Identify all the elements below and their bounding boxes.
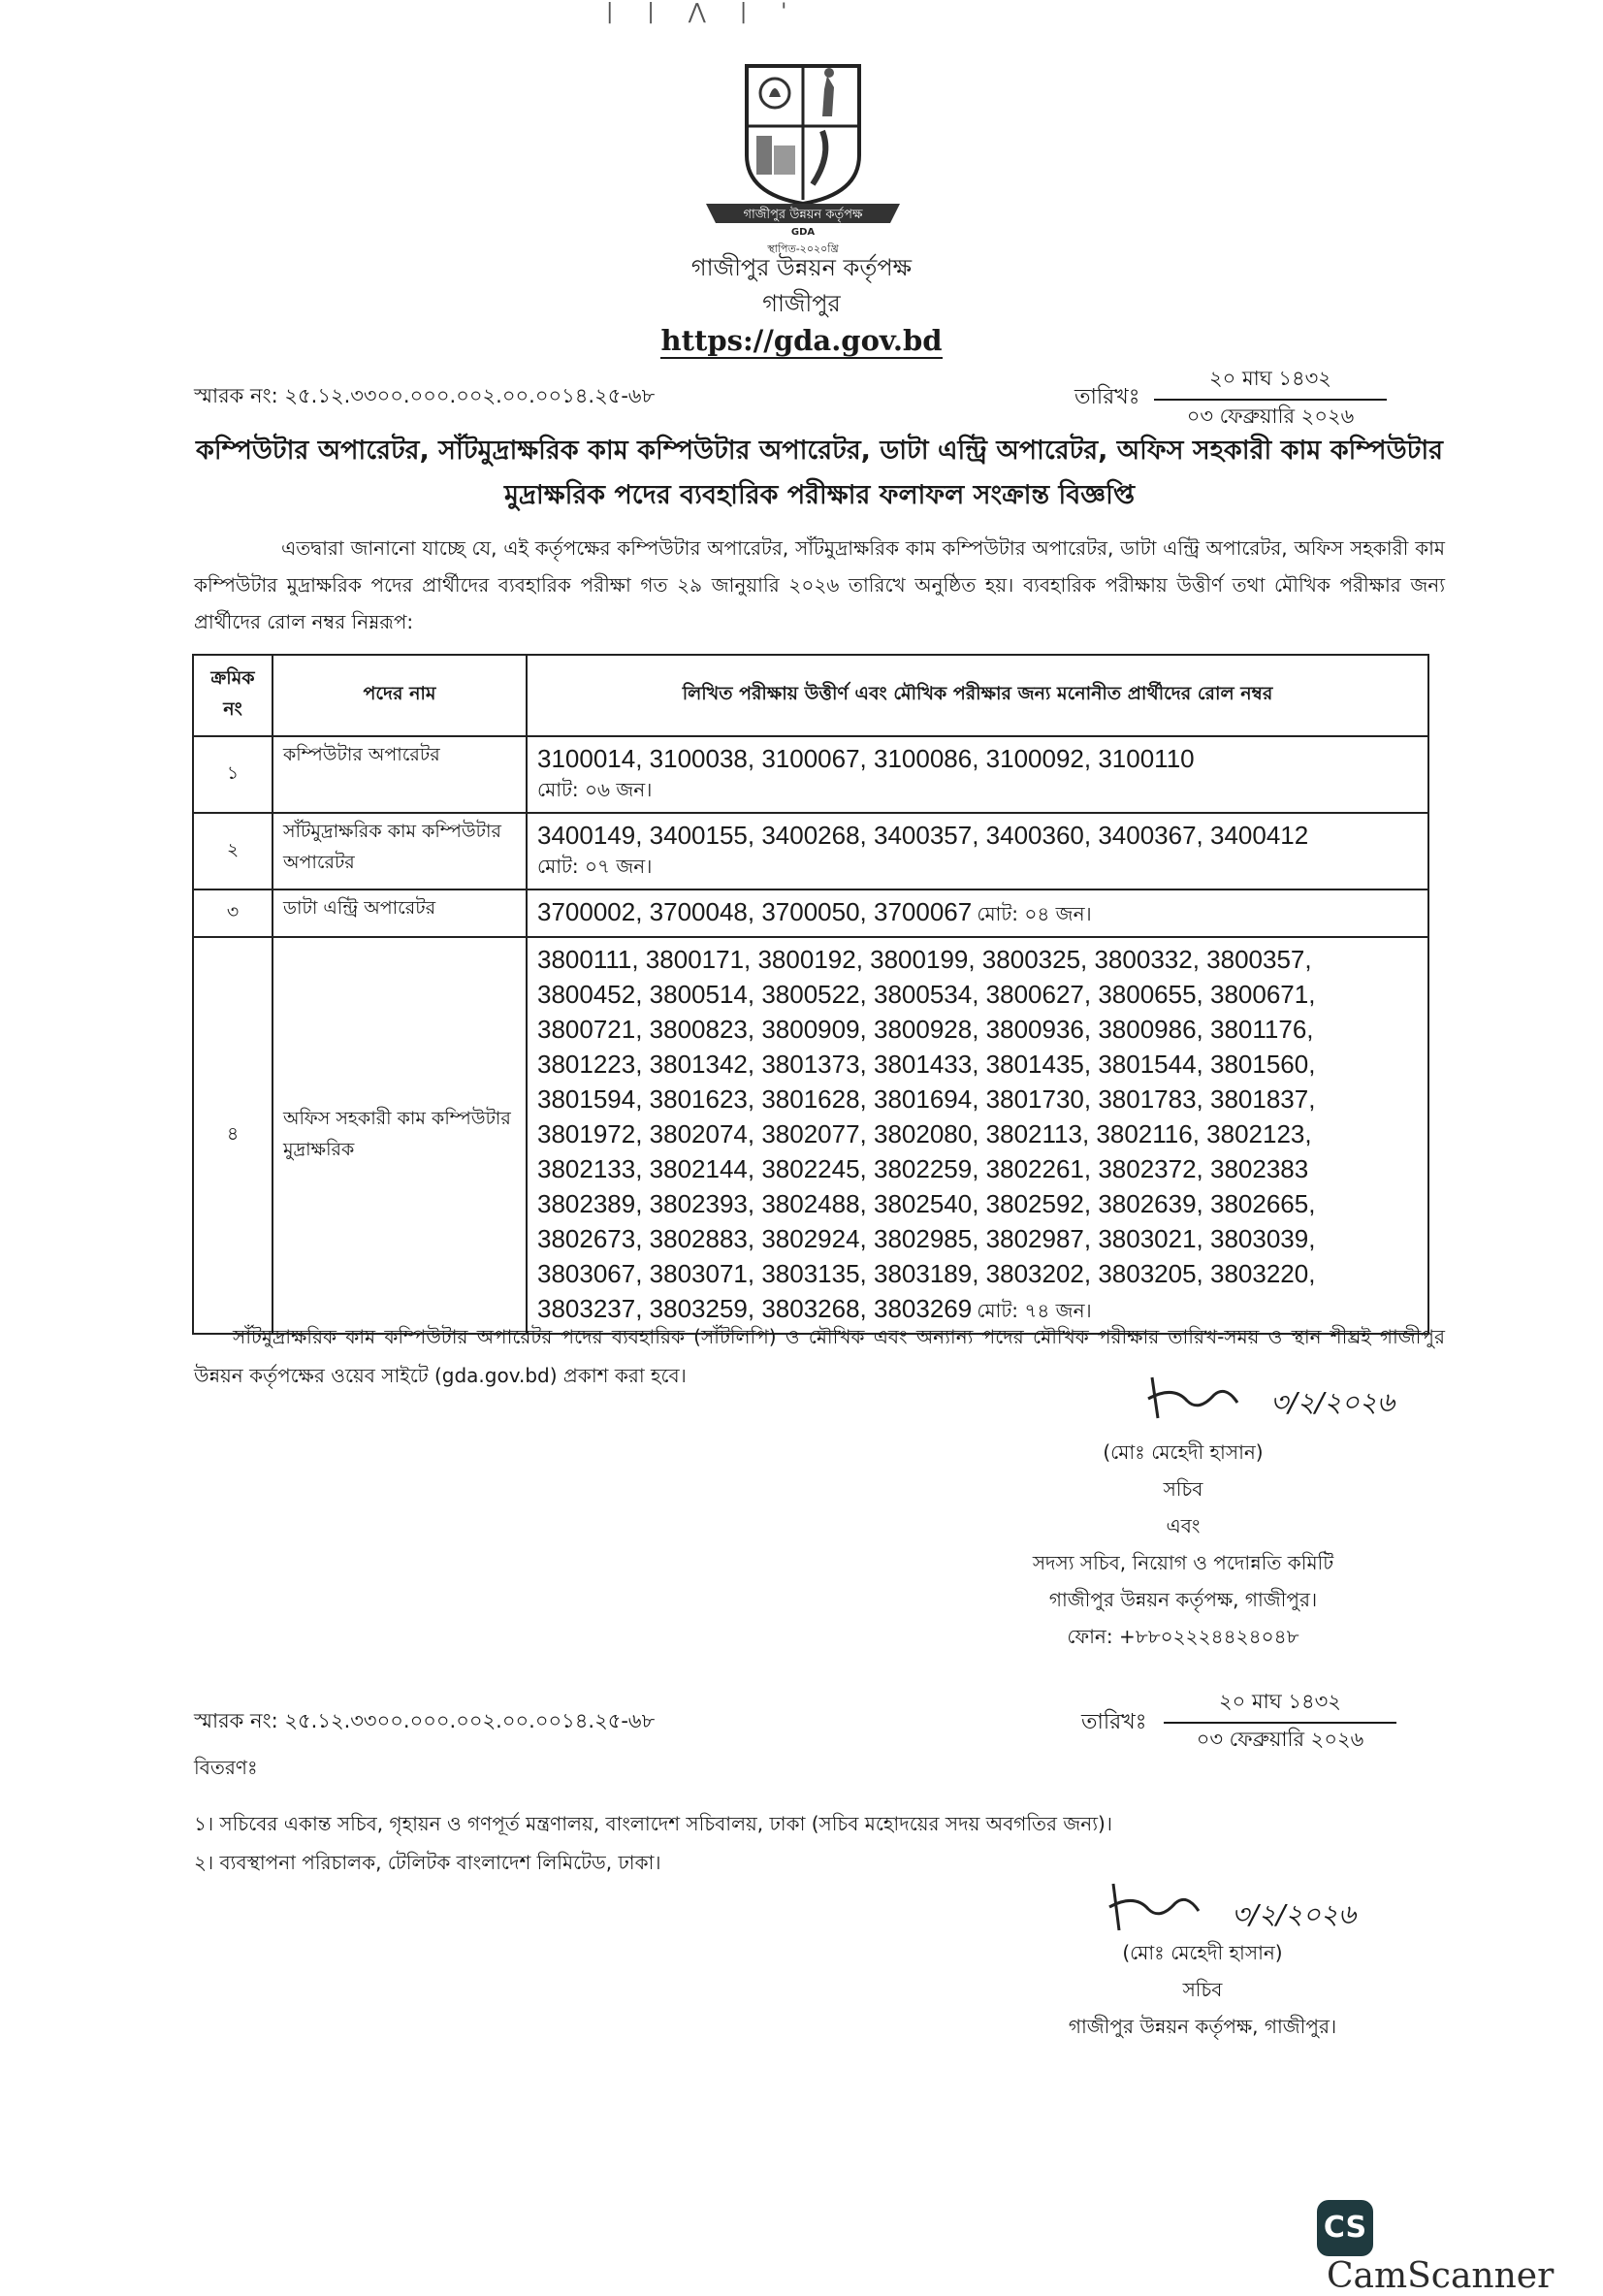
row-rolls: 3800111, 3800171, 3800192, 3800199, 3800325, 3800332, 3800357, 3800452, 3800514, 3800522, 3800534, 3800627, 3800655, 3800671, 3800721, 3800823, 3800909, 3800928, 3800936, 3800986, 3801176, 3801223, 3801342, 3801373, 3801433, 3801435, 3801544, 3801560, 3801594, 3801623, 3801628, 3801694, 3801730, 3801783, 3801837, 3801972, 3802074, 3802077, 3802080, 3802113, 3802116, 3802123, 3802133, 3802144, 3802245, 3802259, 3802261, 3802372, 3802383 3802389, 3802393, 3802488, 3802540, 3802592, 3802639, 3802665, 3802673, 3802883, 3802924, 3802985, 3802987, 3803021, 3803039, 3803067, 3803071, 3803135, 3803189, 3803202, 3803205, 3803220, 3803237, 3803259, 3803268, 3803269	[537, 945, 1316, 1323]
row-rolls-cell	[527, 736, 1428, 813]
row-serial: ১	[193, 736, 273, 813]
signatory-name: (মোঃ মেহেদী হাসান)	[1122, 1941, 1283, 1964]
row-rolls-cell	[527, 937, 1428, 1334]
date-bangla-bottom: ২০ মাঘ ১৪৩২	[1164, 1686, 1396, 1724]
camscanner-icon: CS	[1317, 2200, 1373, 2256]
signature-2-block	[1009, 1934, 1396, 2045]
row-post: ডাটা এন্ট্রি অপারেটর	[273, 889, 527, 937]
exam-schedule-note: সাঁটমুদ্রাক্ষরিক কাম কম্পিউটার অপারেটর পদের ব্যবহারিক (সাঁটলিপি) ও মৌখিক এবং অন্যান্য পদের মৌখিক পরীক্ষার তারিখ-সময় ও স্থান শীঘ্রই গাজীপুর উন্নয়ন কর্তৃপক্ষের ওয়েব সাইটে (gda.gov.bd) প্রকাশ করা হবে।	[194, 1325, 1445, 1387]
row-post: অফিস সহকারী কাম কম্পিউটার মুদ্রাক্ষরিক	[273, 937, 527, 1334]
date-label-top: তারিখঃ	[1074, 385, 1140, 409]
row-rolls: 3400149, 3400155, 3400268, 3400357, 3400360, 3400367, 3400412	[537, 821, 1309, 850]
signatory-designation: সচিব	[1163, 1477, 1203, 1501]
row-post: সাঁটমুদ্রাক্ষরিক কাম কম্পিউটার অপারেটর	[273, 813, 527, 889]
gda-logo	[667, 58, 939, 255]
date-block-bottom	[1164, 1686, 1396, 1758]
row-rolls: 3100014, 3100038, 3100067, 3100086, 3100092, 3100110	[537, 744, 1195, 773]
row-serial: ৪	[193, 937, 273, 1334]
org-city: গাজীপুর	[762, 290, 841, 317]
table-row	[193, 889, 1428, 937]
row-serial: ৩	[193, 889, 273, 937]
table-header-row	[193, 655, 1428, 736]
signatory-committee: সদস্য সচিব, নিয়োগ ও পদোন্নতি কমিটি	[1032, 1551, 1334, 1574]
org-name: গাজীপুর উন্নয়ন কর্তৃপক্ষ	[690, 254, 913, 281]
signature-2-date: ৩/২/২০২৬	[1232, 1898, 1357, 1930]
signature-2	[1106, 1878, 1377, 1940]
scan-marks: | | ⋀ | '	[606, 0, 801, 24]
logo-established: স্থাপিত-২০২০খ্রি	[767, 243, 839, 255]
signatory-designation: সচিব	[1182, 1978, 1223, 2001]
header-rolls: লিখিত পরীক্ষায় উত্তীর্ণ এবং মৌখিক পরীক্ষার জন্য মনোনীত প্রার্থীদের রোল নম্বর	[527, 655, 1428, 736]
table-row	[193, 813, 1428, 889]
distribution-title: বিতরণঃ	[194, 1756, 258, 1779]
signatory-and: এবং	[1166, 1514, 1201, 1537]
org-url[interactable]	[0, 324, 1603, 357]
table-row	[193, 736, 1428, 813]
date-block-top	[1154, 363, 1387, 435]
row-rolls-cell	[527, 889, 1428, 937]
date-english-top: ০৩ ফেব্রুয়ারি ২০২৬	[1186, 404, 1355, 428]
logo-ribbon-text: গাজীপুর উন্নয়ন কর্তৃপক্ষ	[743, 208, 863, 222]
signatory-office: গাজীপুর উন্নয়ন কর্তৃপক্ষ, গাজীপুর।	[1068, 2015, 1337, 2038]
signatory-name: (মোঃ মেহেদী হাসান)	[1103, 1440, 1264, 1464]
table-row	[193, 937, 1428, 1334]
signature-1	[1144, 1368, 1416, 1430]
signatory-phone: ফোন: +৮৮০২২২৪৪২৪০৪৮	[1067, 1625, 1299, 1648]
results-table	[192, 654, 1429, 1335]
signatory-office: গাজীপুর উন্নয়ন কর্তৃপক্ষ, গাজীপুর।	[1048, 1588, 1318, 1611]
memo-ref-bottom: স্মারক নং: ২৫.১২.৩৩০০.০০০.০০২.০০.০০১৪.২৫-৬৮	[194, 1709, 656, 1732]
distribution-list	[194, 1804, 1455, 1882]
row-rolls: 3700002, 3700048, 3700050, 3700067	[537, 897, 973, 926]
logo-abbr: GDA	[790, 227, 816, 238]
memo-ref-top: স্মারক নং: ২৫.১২.৩৩০০.০০০.০০২.০০.০০১৪.২৫-৬৮	[194, 384, 656, 407]
row-total: মোট: ০৪ জন।	[977, 902, 1092, 925]
row-post: কম্পিউটার অপারেটর	[273, 736, 527, 813]
date-bangla-top: ২০ মাঘ ১৪৩২	[1154, 363, 1387, 401]
row-rolls-cell	[527, 813, 1428, 889]
signature-1-block	[970, 1434, 1396, 1655]
header-serial: ক্রমিক নং	[193, 655, 273, 736]
camscanner-watermark	[1317, 2200, 1603, 2296]
signature-1-date: ৩/২/২০২৬	[1270, 1386, 1395, 1418]
list-item: ১। সচিবের একান্ত সচিব, গৃহায়ন ও গণপূর্ত মন্ত্রণালয়, বাংলাদেশ সচিবালয়, ঢাকা (সচিব মহোদয়ের সদয় অবগতির জন্য)।	[194, 1812, 1112, 1835]
camscanner-text: CamScanner	[1327, 2256, 1555, 2296]
date-english-bottom: ০৩ ফেব্রুয়ারি ২০২৬	[1196, 1728, 1364, 1751]
row-total: মোট: ০৬ জন।	[537, 778, 653, 801]
row-serial: ২	[193, 813, 273, 889]
org-url-link[interactable]: https://gda.gov.bd	[660, 324, 943, 357]
header-post: পদের নাম	[273, 655, 527, 736]
row-total: মোট: ০৭ জন।	[537, 855, 653, 878]
list-item: ২। ব্যবস্থাপনা পরিচালক, টেলিটক বাংলাদেশ লিমিটেড, ঢাকা।	[194, 1851, 661, 1874]
date-label-bottom: তারিখঃ	[1081, 1710, 1147, 1734]
notice-title: কম্পিউটার অপারেটর, সাঁটমুদ্রাক্ষরিক কাম কম্পিউটার অপারেটর, ডাটা এন্ট্রি অপারেটর, অফিস সহকারী কাম কম্পিউটার মুদ্রাক্ষরিক পদের ব্যবহারিক পরীক্ষার ফলাফল সংক্রান্ত বিজ্ঞপ্তি	[195, 436, 1444, 510]
row-total: মোট: ৭৪ জন।	[977, 1299, 1092, 1322]
intro-paragraph: এতদ্বারা জানানো যাচ্ছে যে, এই কর্তৃপক্ষের কম্পিউটার অপারেটর, সাঁটমুদ্রাক্ষরিক কাম কম্পিউটার অপারেটর, ডাটা এন্ট্রি অপারেটর, অফিস সহকারী কাম কম্পিউটার মুদ্রাক্ষরিক পদের প্রার্থীদের ব্যবহারিক পরীক্ষা গত ২৯ জানুয়ারি ২০২৬ তারিখে অনুষ্ঠিত হয়। ব্যবহারিক পরীক্ষায় উত্তীর্ণ তথা মৌখিক পরীক্ষার জন্য প্রার্থীদের রোল নম্বর নিম্নরূপ:	[194, 536, 1445, 633]
